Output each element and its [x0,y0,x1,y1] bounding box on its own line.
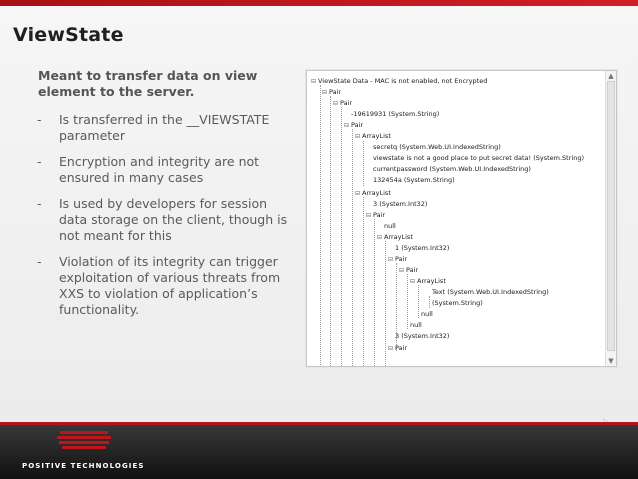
collapse-icon[interactable]: ⊟ [355,133,361,140]
bullet-text: Violation of its integrity can trigger exploitation of various threats from XXS to violation of application’s functionality. [59,254,281,317]
tree-connector [330,96,331,366]
tree-connector [385,241,386,366]
tree-connector [320,85,321,365]
tree-node[interactable]: ⊟ Pair [399,266,419,274]
collapse-icon[interactable]: ⊟ [388,345,394,352]
collapse-icon[interactable]: ⊟ [311,78,317,85]
tree-node[interactable]: ⊟ ArrayList [355,189,391,197]
logo-icon [56,430,112,452]
tree-node[interactable]: currentpassword (System.Web.UI.IndexedString) [373,165,531,173]
tree-connector [363,141,364,186]
tree-node[interactable]: null [421,310,433,318]
tree-connector [363,197,364,366]
slide-title: ViewState [13,24,124,46]
tree-root-node[interactable]: ⊟ ViewState Data - MAC is not enabled, not Encrypted [311,77,488,85]
bullet-item [38,254,294,318]
collapse-icon[interactable]: ⊟ [344,122,350,129]
tree-node[interactable]: (System.String) [432,299,483,307]
collapse-icon[interactable]: ⊟ [410,278,416,285]
bullet-dash: - [37,196,42,211]
collapse-icon[interactable]: ⊟ [366,212,372,219]
bullet-item [38,112,294,144]
tree-node[interactable]: ⊟ ArrayList [410,277,446,285]
tree-node[interactable]: -19619931 (System.String) [351,110,440,118]
tree-node[interactable]: ⊟ Pair [388,255,408,263]
bullet-dash: - [37,112,42,127]
collapse-icon[interactable]: ⊟ [388,256,394,263]
tree-node[interactable]: 132454a (System.String) [373,176,455,184]
collapse-icon[interactable]: ⊟ [355,190,361,197]
tree-node[interactable]: ⊟ Pair [366,211,386,219]
collapse-icon[interactable]: ⊟ [377,234,383,241]
scroll-up-icon[interactable]: ▲ [608,72,614,80]
bullet-dash: - [37,254,42,269]
tree-node[interactable]: Text (System.Web.UI.IndexedString) [432,288,549,296]
bullet-list [38,68,294,328]
tree-node[interactable]: secretq (System.Web.UI.IndexedString) [373,143,501,151]
tree-node[interactable]: null [410,321,422,329]
tree-node[interactable]: ⊟ ArrayList [377,233,413,241]
viewstate-tree-panel[interactable] [306,70,617,367]
collapse-icon[interactable]: ⊟ [322,89,328,96]
tree-node[interactable]: ⊟ ArrayList [355,132,391,140]
tree-node[interactable]: ⊟ Pair [322,88,342,96]
tree-node[interactable]: ⊟ Pair [333,99,353,107]
lead-text: Meant to transfer data on view element to the server. [38,68,258,99]
collapse-icon[interactable]: ⊟ [399,267,405,274]
top-accent-bar [0,0,638,6]
bullet-item [38,154,294,186]
tree-node[interactable]: 3 (System.Int32) [373,200,428,208]
tree-scrollbar[interactable] [605,71,616,366]
bullet-text: Encryption and integrity are not ensured in many cases [59,154,260,185]
tree-node[interactable]: 3 (System.Int32) [395,332,450,340]
scroll-down-icon[interactable]: ▼ [608,357,614,365]
bullet-dash: - [37,154,42,169]
tree-node[interactable]: ⊟ Pair [344,121,364,129]
tree-node[interactable]: 1 (System.Int32) [395,244,450,252]
tree-connector [374,219,375,366]
tree-node[interactable]: viewstate is not a good place to put secret data! (System.String) [373,154,584,162]
tree-node[interactable]: ⊟ Pair [388,344,408,352]
footer-accent-line [0,422,638,425]
tree-connector [352,129,353,366]
tree-connector [407,274,408,329]
scroll-thumb[interactable] [607,81,615,351]
tree-connector [418,285,419,318]
tree-node[interactable]: null [384,222,396,230]
tree-connector [341,107,342,366]
tree-connector [429,296,430,308]
collapse-icon[interactable]: ⊟ [333,100,339,107]
bullet-text: Is used by developers for session data storage on the client, though is not meant for this [59,196,288,243]
bullet-item [38,196,294,244]
brand-name: POSITIVE TECHNOLOGIES [22,462,145,470]
bullet-text: Is transferred in the __VIEWSTATE parameter [59,112,270,143]
